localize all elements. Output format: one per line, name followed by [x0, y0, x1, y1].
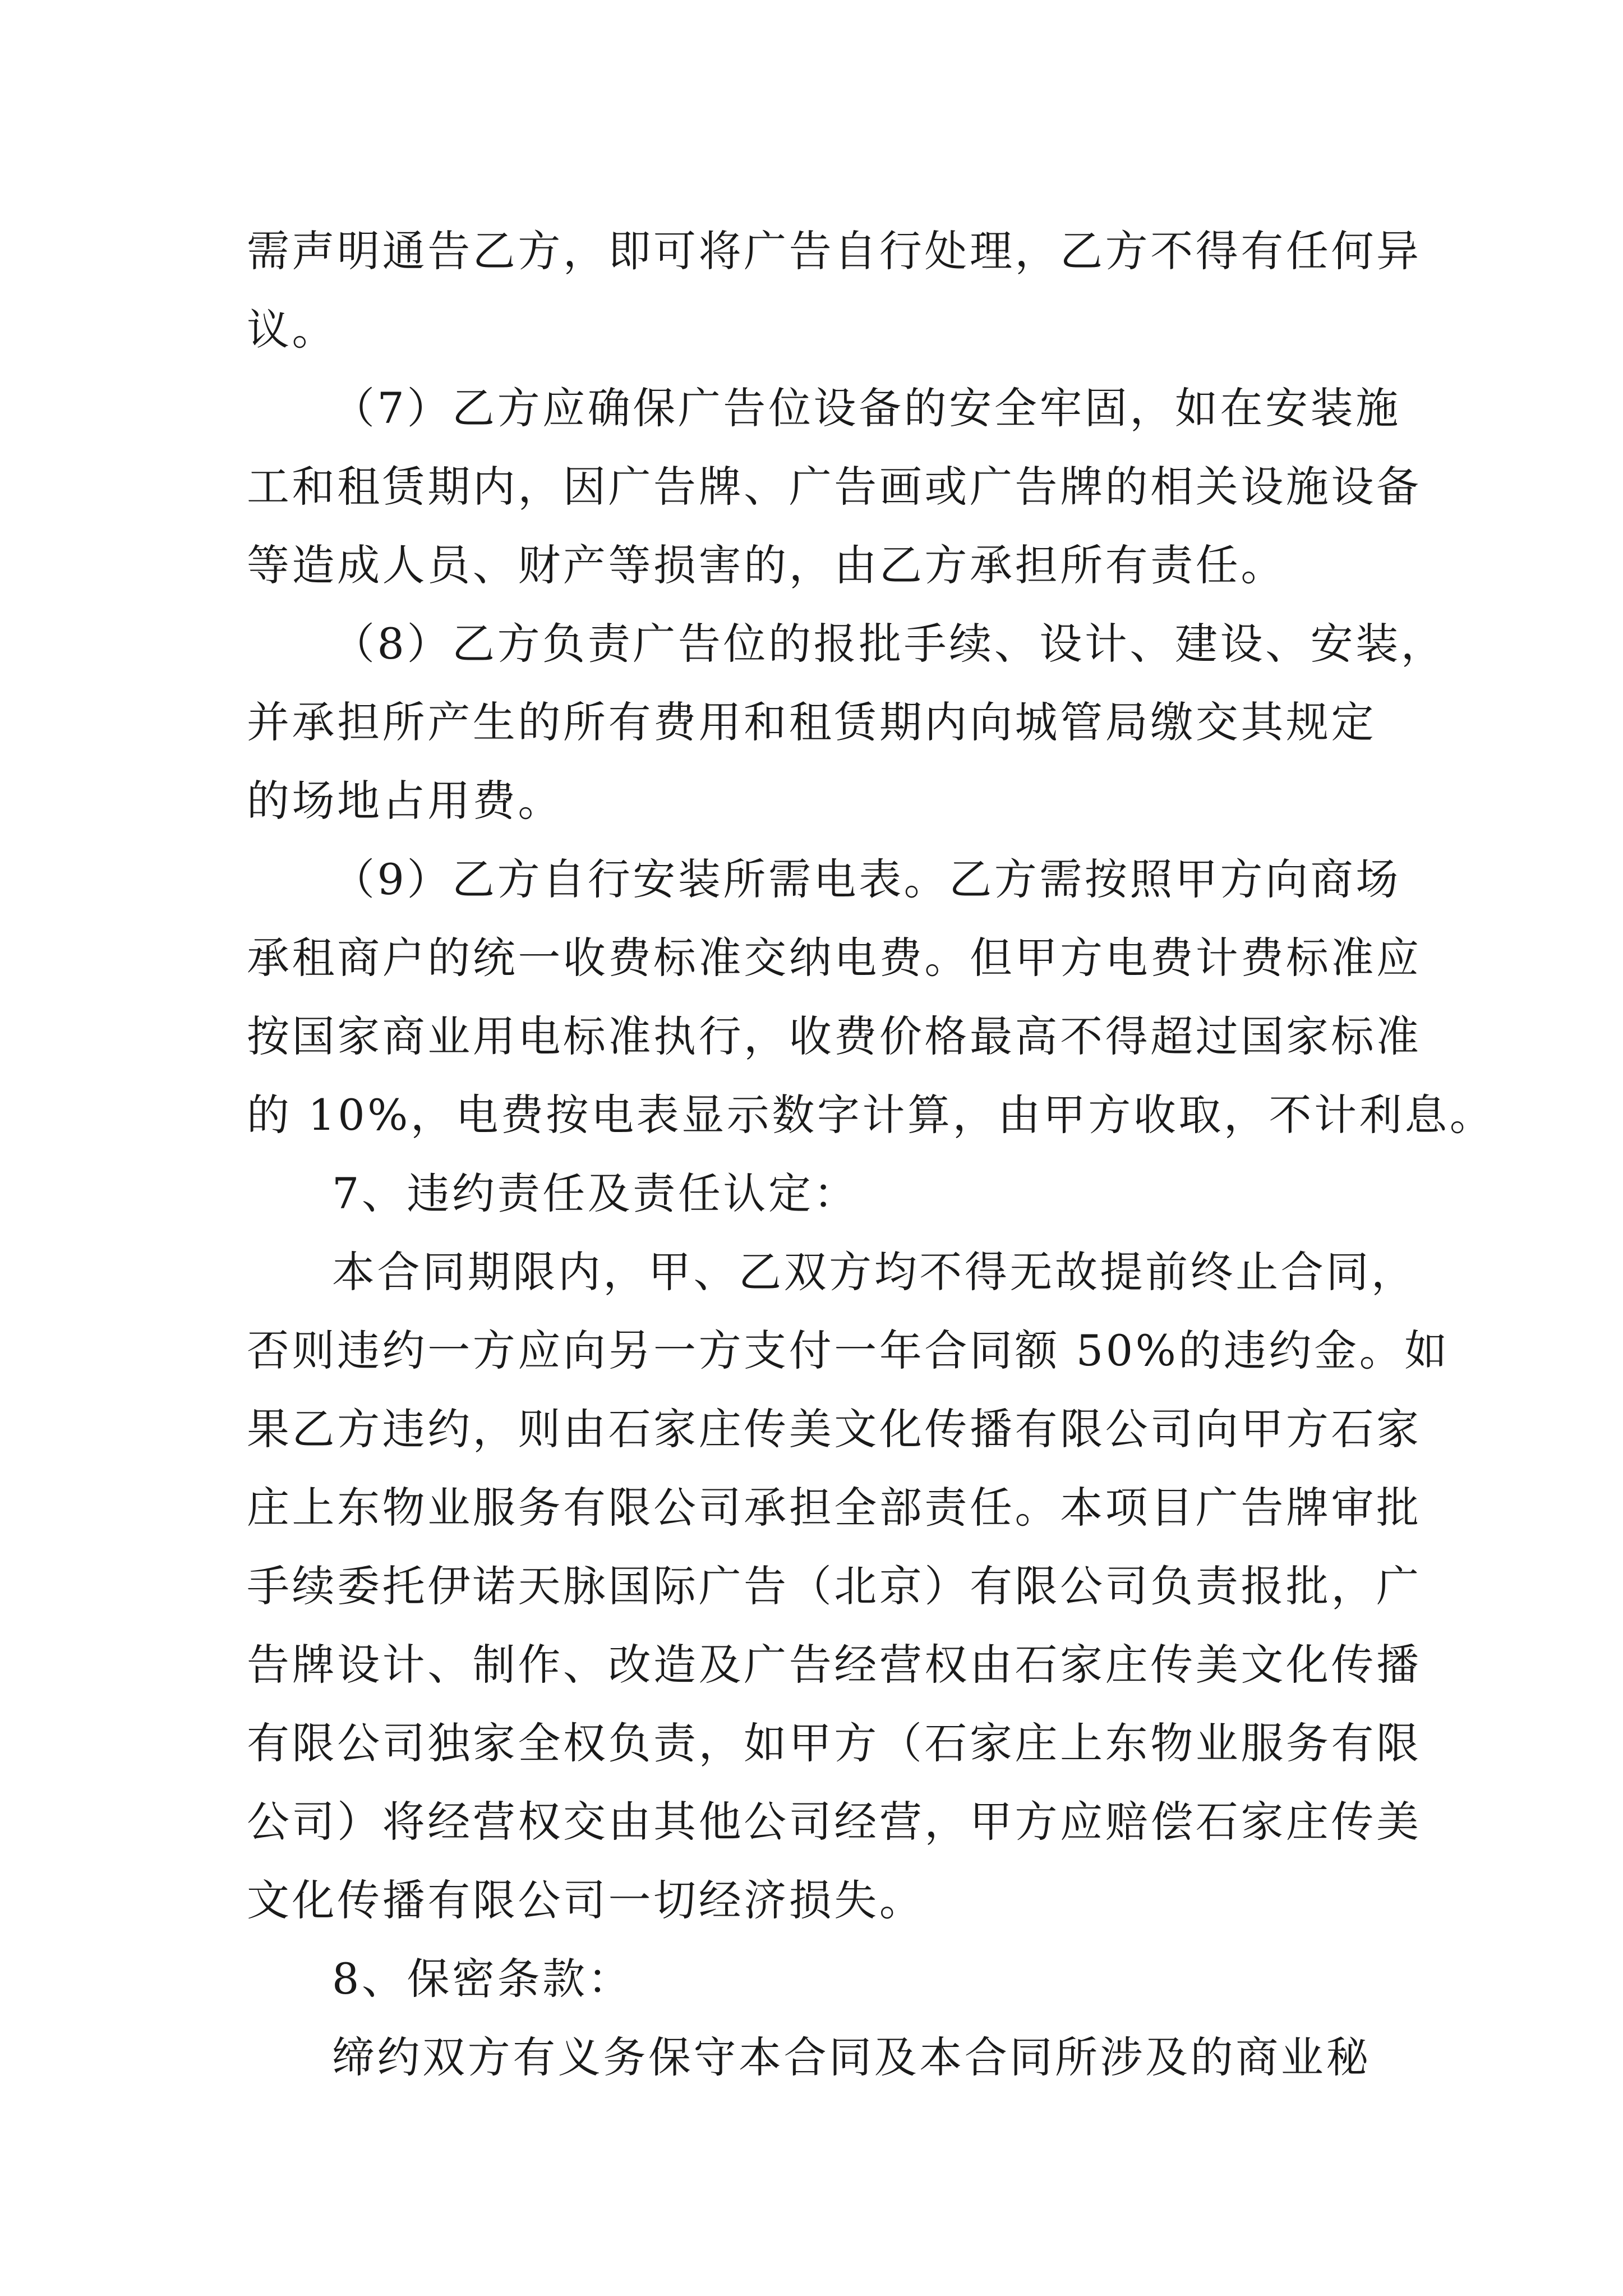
- text-line: 缔约双方有义务保守本合同及本合同所涉及的商业秘: [332, 2032, 1371, 2082]
- text-line: 承租商户的统一收费标准交纳电费。但甲方电费计费标准应: [247, 933, 1422, 983]
- text-line: 8、保密条款：: [332, 1954, 633, 2004]
- text-line: （7）乙方应确保广告位设备的安全牢固，如在安装施: [332, 383, 1401, 433]
- text-line: （9）乙方自行安装所需电表。乙方需按照甲方向商场: [332, 854, 1401, 904]
- text-line: 有限公司独家全权负责，如甲方（石家庄上东物业服务有限: [247, 1718, 1422, 1768]
- text-line: 否则违约一方应向另一方支付一年合同额 50%的违约金。如: [247, 1326, 1450, 1375]
- text-line: 果乙方违约，则由石家庄传美文化传播有限公司向甲方石家: [247, 1404, 1422, 1454]
- document-body: [247, 212, 1495, 2097]
- text-line: 告牌设计、制作、改造及广告经营权由石家庄传美文化传播: [247, 1640, 1422, 1690]
- text-line: 并承担所产生的所有费用和租赁期内向城管局缴交其规定: [247, 697, 1376, 747]
- text-line: 手续委托伊诺天脉国际广告（北京）有限公司负责报批，广: [247, 1561, 1422, 1611]
- text-line: 等造成人员、财产等损害的，由乙方承担所有责任。: [247, 540, 1286, 590]
- text-line: 需声明通告乙方，即可将广告自行处理，乙方不得有任何异: [247, 226, 1422, 276]
- text-line: 庄上东物业服务有限公司承担全部责任。本项目广告牌审批: [247, 1483, 1422, 1533]
- text-line: 议。: [247, 305, 338, 355]
- text-line: （8）乙方负责广告位的报批手续、设计、建设、安装，: [332, 619, 1446, 669]
- text-line: 文化传播有限公司一切经济损失。: [247, 1875, 925, 1925]
- text-line: 工和租赁期内，因广告牌、广告画或广告牌的相关设施设备: [247, 462, 1422, 512]
- text-line: 的场地占用费。: [247, 776, 563, 826]
- text-line: 公司）将经营权交由其他公司经营，甲方应赔偿石家庄传美: [247, 1797, 1422, 1847]
- text-line: 的 10%，电费按电表显示数字计算，由甲方收取，不计利息。: [247, 1090, 1495, 1140]
- text-line: 本合同期限内，甲、乙双方均不得无故提前终止合同，: [332, 1247, 1417, 1297]
- text-line: 7、违约责任及责任认定：: [332, 1168, 859, 1218]
- text-line: 按国家商业用电标准执行，收费价格最高不得超过国家标准: [247, 1011, 1422, 1061]
